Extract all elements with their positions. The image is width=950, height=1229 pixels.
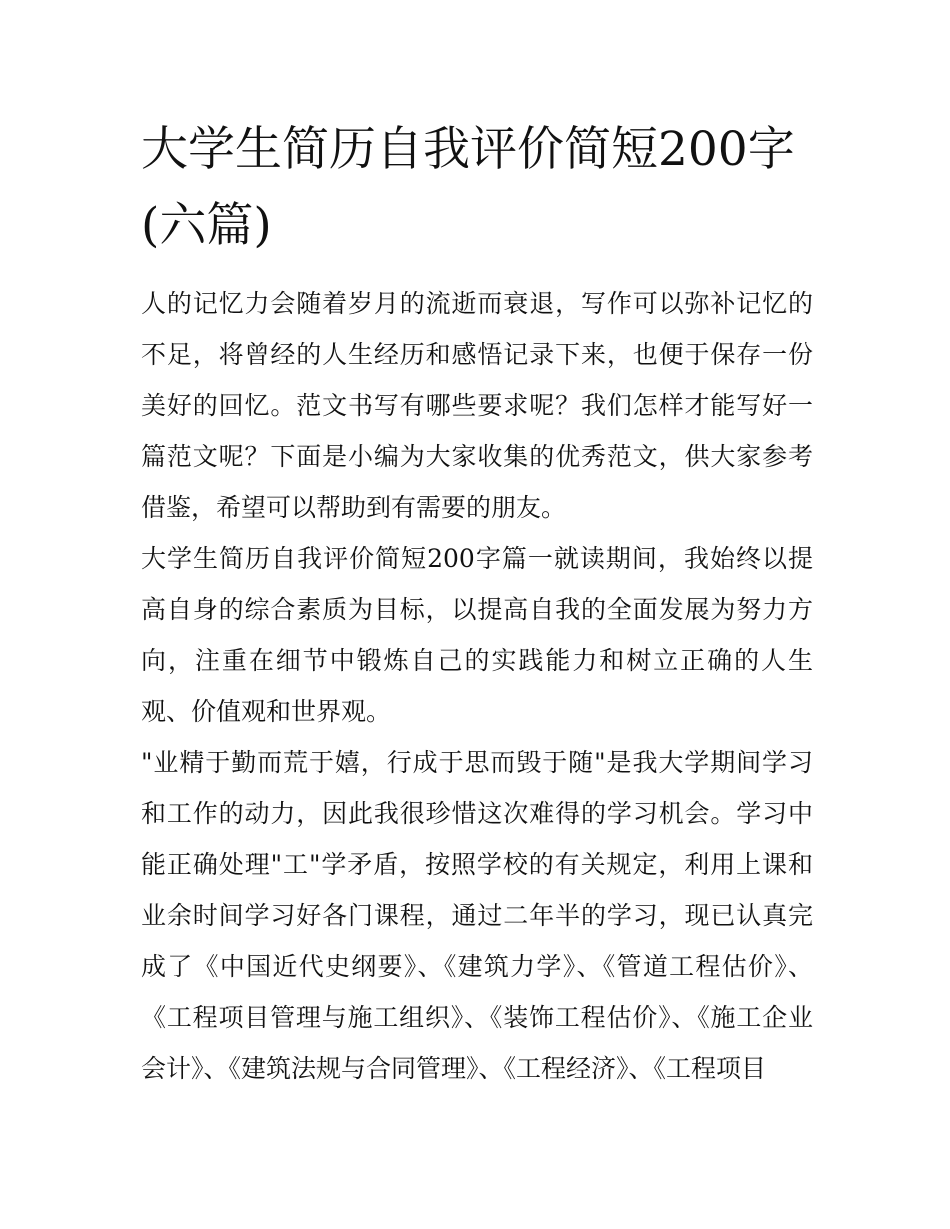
section-one-paragraph: 大学生简历自我评价简短200字篇一就读期间，我始终以提高自身的综合素质为目标，以提高自我的全面发展为努力方向，注重在细节中锻炼自己的实践能力和树立正确的人生观、价值观和世界观。 bbox=[141, 544, 813, 726]
document-body bbox=[141, 112, 813, 1094]
intro-paragraph: 人的记忆力会随着岁月的流逝而衰退，写作可以弥补记忆的不足，将曾经的人生经历和感悟记录下来，也便于保存一份美好的回忆。范文书写有哪些要求呢？我们怎样才能写好一篇范文呢？下面是小编为大家收集的优秀范文，供大家参考借鉴，希望可以帮助到有需要的朋友。 bbox=[141, 289, 813, 522]
document-title: 大学生简历自我评价简短200字(六篇) bbox=[141, 122, 795, 253]
study-paragraph: "业精于勤而荒于嬉，行成于思而毁于随"是我大学期间学习和工作的动力，因此我很珍惜这次难得的学习机会。学习中能正确处理"工"学矛盾，按照学校的有关规定，利用上课和业余时间学习好各门课程，通过二年半的学习，现已认真完成了《中国近代史纲要》、《建筑力学》、《管道工程估价》、《工程项目管理与施工组织》、《装饰工程估价》、《施工企业会计》、《建筑法规与合同管理》、《工程经济》、《工程项目 bbox=[141, 748, 813, 1083]
